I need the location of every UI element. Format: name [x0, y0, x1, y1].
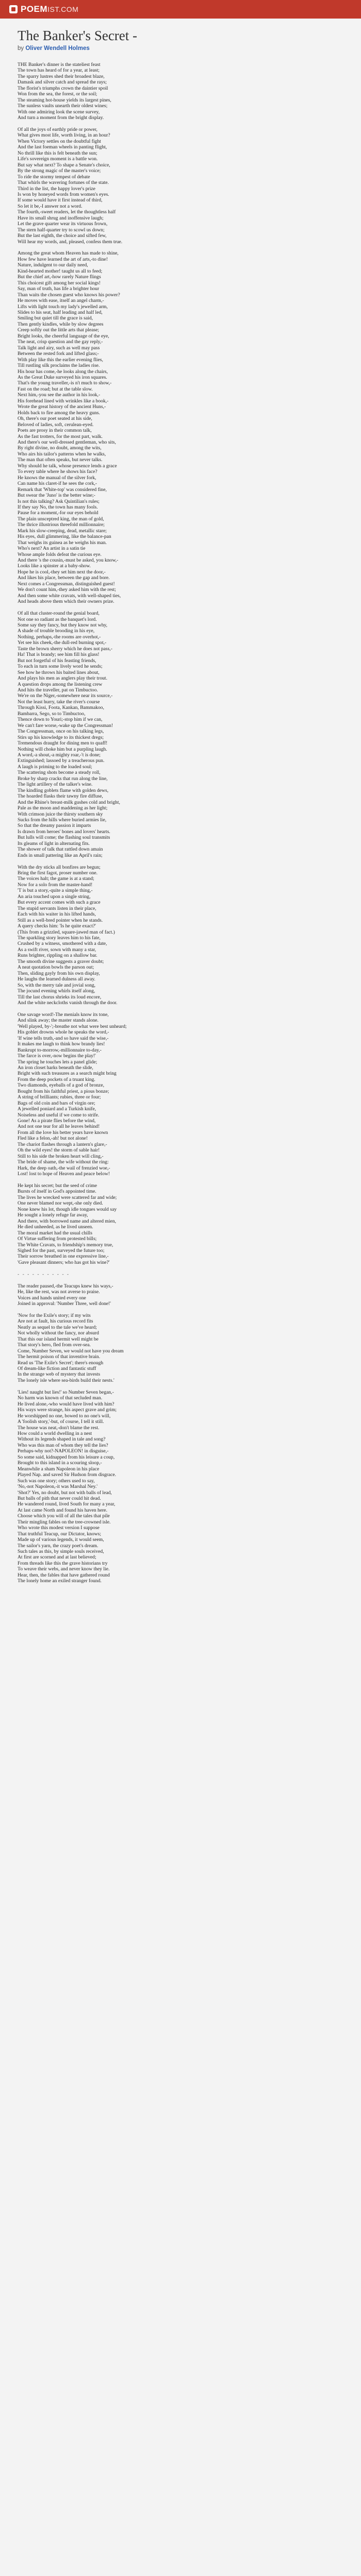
poem-line: Is not this talking? Ask Quintilian's rules; [18, 498, 100, 504]
poem-line: Who's next? An artist in a satin tie [18, 546, 86, 552]
poem-line: The spring he touches lets a panel glide; [18, 1059, 97, 1065]
poem-line: Than waits the chosen guest who knows his power? [18, 292, 120, 298]
poem-line: Bought from his faithful priest, a pious bonze; [18, 1088, 109, 1094]
poem-line: But the chief art,-how rarely Nature flings [18, 274, 101, 280]
poem-line: And there's our well-dressed gentleman, who sits, [18, 439, 116, 445]
poem-line: From threads like this the grave historians try [18, 1560, 108, 1566]
poem-line: To each in turn some lively word he sends; [18, 664, 103, 670]
poem-line: But balls of pith that never could hit dead. [18, 1495, 101, 1501]
poem-line: One never blamed nor wept,-she only died. [18, 1200, 103, 1207]
poem-line: One savage word!-The menials know its tone, [18, 1011, 109, 1018]
poem-line: Each with his waiter in his lifted hands, [18, 911, 96, 918]
poem-line: Neatly as sequel to the tale we've heard; [18, 1324, 97, 1330]
poem-line: The smooth divine suggests a graver doubt; [18, 958, 104, 964]
poem-line: 'Well played, by-';-breathe not what were best unheard; [18, 1023, 127, 1029]
logo-icon [9, 5, 18, 13]
poem-line: Oh the wild eyes! the storm of sable hair! [18, 1147, 100, 1154]
poem-line: From all the love his better years have known [18, 1129, 108, 1136]
poem-line: Hear, then, the fables that have gathered round [18, 1572, 110, 1578]
poem-line: A jewelled poniard and a Turkish knife, [18, 1106, 96, 1112]
poem-line: Gone! As a pirate flies before the wind, [18, 1118, 96, 1124]
poem-line: A query checks him: 'Is he quite exact?' [18, 923, 96, 929]
poem-line: The scattering shots become a steady roll, [18, 770, 101, 776]
poem-line: Won from the sea, the forest, or the soil; [18, 91, 97, 97]
poem-line: Pale as the moon and maddening as her light; [18, 805, 108, 811]
poem-line: Beloved of ladies, soft, cerulean-eyed. [18, 421, 94, 428]
poem-line: At last came North and found his haven here. [18, 1507, 107, 1513]
poem-line: The plain unsceptred king, the man of gold, [18, 516, 104, 522]
poem-line: Bring the first fagot, proser number one. [18, 870, 98, 876]
poem-line: It makes me laugh to think how brandy lies! [18, 1041, 105, 1047]
poem-line: No harm was known of that secluded man. [18, 1395, 103, 1401]
poem-line: And slink away; the master stands alone. [18, 1018, 99, 1024]
poem-line: A neat quotation bowls the parson out; [18, 964, 94, 971]
poem-line: He died unheeded, as he lived unseen. [18, 1224, 93, 1230]
stanza [18, 127, 343, 245]
poem-line: Not the least hurry, take the river's course [18, 699, 100, 705]
poem-line: Then, sliding gayly from his own display, [18, 970, 100, 976]
poem-line: The hermit poison of that inventive brain. [18, 1354, 101, 1360]
poem-line: The town has heard of for a year, at least; [18, 67, 100, 74]
poem-line: The fourth,-sweet readers, let the thoughtless half [18, 209, 116, 215]
poem-line: That this our island hermit well might be [18, 1336, 99, 1342]
poem-line: Hope he is cool,-they set him next the door,- [18, 569, 106, 575]
poem-line: So let it be,-I answer not a word. [18, 203, 83, 209]
poem-line: And hits the traveller, pat on Timbuctoo. [18, 687, 98, 693]
poem-line: Wrote the great history of the ancient Huns,- [18, 404, 106, 410]
poem-line: Broke by sharp cracks that run along the line, [18, 775, 108, 782]
poem-line: Their mingling fables on the tree-crowned isle. [18, 1519, 111, 1525]
poem-line: The moral market had the usual chills [18, 1230, 92, 1236]
poem-line: Remark that 'White-top' was considered fine, [18, 486, 107, 493]
poem-line: Next him,-you see the author in his look,- [18, 392, 101, 398]
poem-line: 'Now for the Exile's story; if my wits [18, 1312, 91, 1318]
poem-line: Sucks from the hills where buried armies lie, [18, 817, 107, 823]
poem-line: Through Kissi, Foota, Kankan, Bammakoo, [18, 705, 104, 711]
poem-line: The lives he wrecked were scattered far and wide; [18, 1194, 117, 1200]
poem-line: That's the young traveller,-is n't much to show,- [18, 380, 112, 386]
poem-line: Kind-hearted mother! taught us all to feed; [18, 268, 103, 274]
stanza [18, 611, 343, 858]
stanza [18, 1389, 343, 1584]
main-content [0, 19, 361, 1584]
poem-line: The farce is over,-now begins the play!' [18, 1053, 96, 1059]
poem-line: To every table where he shows his face? [18, 469, 97, 475]
poem-line: As the fast trotters, for the most part, walk. [18, 433, 103, 439]
poem-line: Is won by honeyed words from women's eyes. [18, 191, 109, 197]
poem-line: The stupid servants listen in their place, [18, 905, 96, 911]
poem-line: 'No,-not Napoleon,-it was Marshal Ney.' [18, 1484, 97, 1490]
poem-line: If some would have it first instead of third, [18, 197, 103, 204]
poem-line: Let the grave quarter wear its virtuous frown, [18, 221, 108, 227]
poem-line: With the dry sticks all bonfires are begun; [18, 864, 101, 870]
poem-line: He lived alone,-who would have lived with him? [18, 1401, 114, 1407]
poem-line: His forehead lined with wrinkles like a book,- [18, 398, 109, 404]
byline [18, 45, 343, 52]
poem-line: The stern half-quarter try to scowl us down; [18, 227, 105, 233]
poem-line: Still as a well-bred pointer when he stands. [18, 917, 103, 923]
poem-line: Nothing, perhaps,-the rooms are overhot,- [18, 634, 101, 640]
poem-line: Is drawn from heroes' bones and lovers' hearts. [18, 828, 110, 835]
section-separator: - - - - - - - - - - - [18, 1271, 70, 1277]
poem-line: Yet see his cheek,-the dull-red burning spot,- [18, 640, 107, 646]
poem-line: Noiseless and useful if we come to strife. [18, 1112, 100, 1118]
poem-line: Looks like a spinster at a baby-show. [18, 563, 91, 569]
poem-line: A question drops among the listening crew [18, 681, 103, 687]
poem-line: He moves with ease, itself an angel charm,- [18, 298, 104, 304]
site-header [0, 0, 361, 19]
poem-line: And the white neckcloths vanish through the door. [18, 999, 118, 1006]
poem-line: The reader paused,-the Teacups knew his ways,- [18, 1283, 113, 1289]
poem-line: The sparry lustres shed their broadest blaze, [18, 73, 105, 79]
poem-line: Why should he talk, whose presence lends a grace [18, 463, 117, 469]
poem-line: Without its legends shaped in tale and song? [18, 1436, 106, 1443]
poem-line: We can't fare worse,-wake up the Congressman! [18, 722, 113, 728]
poem-line: The light artillery of the talker's wine. [18, 782, 93, 788]
poem-line: Stirs up his knowledge to its thickest dregs; [18, 734, 104, 740]
poem-line: His eyes, dull glimmering, like the balance-pan [18, 534, 111, 540]
poem-line: Such was one story; others used to say, [18, 1478, 95, 1484]
poem-line: Slides to his seat, half leading and half led, [18, 310, 103, 315]
poem-line: That truthful Teacup, our Dictator, knows; [18, 1531, 102, 1537]
poem-line: The steaming hot-house yields its largest pines, [18, 97, 111, 103]
poem-line: Pause for a moment,-for our eyes behold [18, 510, 99, 516]
poem-line: But not forgetful of his feasting friends, [18, 657, 96, 664]
poem-line: Will hear my words, and, pleased, confess them true. [18, 239, 123, 245]
poem-line: The bride of shame, the wife without the ring: [18, 1159, 109, 1165]
poem-line: So that the dreamy passion it imparts [18, 823, 91, 829]
poem-line: By the strong magic of the master's voice; [18, 168, 101, 174]
poem-line: And the Rhine's breast-milk gushes cold and bright, [18, 799, 120, 805]
poem-line: Who airs his tailor's patterns when he walks, [18, 451, 106, 457]
poem-line: He knows the manual of the silver fork, [18, 474, 96, 481]
poem-line: Choose which you will of all the tales that pile [18, 1513, 110, 1519]
poem-line: Nature, indulgent to our daily need, [18, 262, 88, 268]
poem-line: A 'foolish story,'-but, of course, I tell it still. [18, 1419, 104, 1425]
poem-line: So, with the merry tale and jovial song, [18, 982, 96, 988]
poem-line: How could a world dwelling in a nest [18, 1430, 92, 1436]
poem-line: With crimson juice the thirsty southern sky [18, 811, 103, 817]
poem-line: A string of brilliants; rubies, three or four; [18, 1094, 101, 1100]
poem-line: In the strange web of mystery that invests [18, 1371, 101, 1378]
poem-line: If they say No, the town has many fools. [18, 504, 98, 510]
poem-line: Who wrote this modest version I suppose [18, 1525, 100, 1531]
poem-line: The sunless vaults unearth their oldest wines; [18, 103, 108, 109]
poem-line: Tremendous draught for dining men to quaff! [18, 740, 108, 747]
poem-line: An aria touched upon a single string, [18, 893, 91, 900]
poem-line: Third in the list, the happy lover's prize [18, 185, 95, 192]
poem-line: So some said, kidnapped from his leisure a coup, [18, 1454, 115, 1460]
byline-prefix: by [18, 45, 24, 52]
poem-line: Are not at fault, his curious record fits [18, 1318, 93, 1325]
poem-line: Not wholly without the fancy, nor absurd [18, 1330, 99, 1336]
poem-line: He, like the rest, was not averse to praise. [18, 1289, 100, 1295]
poem-line: Perhaps-why not?-NAPOLEON! in disguise,- [18, 1448, 109, 1454]
poem-line: 'T is but a story,-quite a simple thing,- [18, 888, 93, 894]
logo-suffix: IST.COM [47, 5, 79, 13]
poem-line: He wandered round, lived South for many a year, [18, 1501, 116, 1507]
poem-line: Oh, there's our poet seated at his side, [18, 416, 92, 422]
poem-line: Lifts with light touch my lady's jewelled arm, [18, 303, 108, 310]
poem-line: Sighed for the past, surveyed the future too; [18, 1247, 105, 1253]
poem-line: The sparkling story leaves him to his fate, [18, 935, 101, 941]
poem-line: Then gently kindles, while by slow degrees [18, 321, 104, 327]
poem-line: Smiling but quiet till the grace is said, [18, 315, 93, 321]
poem-line: Fast on the road; but at the table slow. [18, 386, 93, 392]
poem-line: The lonely home an exiled stranger found. [18, 1578, 102, 1584]
poem-line: Can name his claret-if he sees the cork,- [18, 481, 97, 487]
poem-line: But say what next? To shape a Senate's choice, [18, 162, 110, 168]
poem-line: A shade of trouble brooding in his eye, [18, 628, 95, 634]
poem-line: The White Cravats, to friendship's memory true, [18, 1242, 113, 1248]
poem-line: Creep softly out the little arts that please; [18, 327, 99, 333]
author-link[interactable]: Oliver Wendell Holmes [25, 45, 90, 52]
poem-line: But lulls will come; the flashing soul transmits [18, 835, 110, 841]
poem-line: Say, man of truth, has life a brighter hour [18, 286, 100, 292]
poem-line: Lost! lost to hope of Heaven and peace below! [18, 1171, 110, 1177]
poem-line: He worshipped no one, bowed to no one's will, [18, 1413, 111, 1419]
poem-line: Still to his side the broken heart will cling,- [18, 1153, 104, 1159]
stanza [18, 1283, 343, 1307]
poem-line: From the deep pockets of a truant king. [18, 1076, 95, 1082]
poem-line: That weighs its guinea as he weighs his man. [18, 539, 107, 546]
poem-line: His goblet drowns whole he speaks the word,- [18, 1029, 109, 1036]
poem-line: Between the rested fork and lifted glass;- [18, 351, 99, 357]
poem-line: The hoarded flasks their tawny fire diffuse, [18, 793, 103, 800]
poem-line: The florist's triumphs crown the daintier spoil [18, 85, 108, 91]
poem-line: Among the great whom Heaven has made to shine, [18, 250, 119, 257]
poem-line: The sailor's yarn, the crazy poet's dream. [18, 1543, 99, 1549]
stanza [18, 1183, 343, 1265]
poem-line: His hour has come,-he looks along the chairs, [18, 368, 108, 375]
poem-line: The house was neat,-don't blame the rest. [18, 1425, 100, 1431]
poem-line: 'Gave pleasant dinners; who has got his wine?' [18, 1259, 110, 1265]
poem-line: Of dream-like fiction and fantastic stuff [18, 1366, 96, 1371]
poem-line: (This from a grizzled, square-jawed man of fact.) [18, 929, 115, 935]
poem-line: With play like this the earlier evening flies, [18, 357, 103, 363]
poem-line: Of all the joys of earthly pride or power, [18, 126, 97, 132]
poem-line: And not one tear for all he leaves behind! [18, 1124, 100, 1130]
poem-line: Voices and hands united every one [18, 1295, 86, 1301]
poem-line: To weave their webs, and never know they lie. [18, 1566, 110, 1572]
poem-line: Talk light and airy, such as well may pass [18, 345, 100, 351]
poem-line: Bankrupt to-morrow,-millionnaire to-day,- [18, 1047, 102, 1053]
poem-line: How few have learned the art of arts,-to dine! [18, 256, 108, 262]
poem-line: Next comes a Congressman, distinguished guest! [18, 581, 115, 587]
poem-line: As a swift river, sown with many a star, [18, 946, 96, 953]
poem-line: The jocund evening whirls itself along, [18, 988, 95, 994]
poem-line: Not one so radiant as the banquet's lord. [18, 616, 97, 622]
poem-line: Bambarra, Sego, so to Timbuctoo, [18, 710, 86, 717]
poem-line: Holds back to fire among the heavy guns. [18, 410, 100, 416]
poem-line: We don't count him,-they asked him with the rest; [18, 587, 116, 593]
poem-line: Made up of various legends, it would seem, [18, 1537, 104, 1543]
poem-line: That whirls the wavering fortunes of the state. [18, 180, 109, 186]
poem-title: The Banker's Secret - [18, 28, 138, 43]
poem-line: Till rustling silk proclaims the ladies rise. [18, 363, 100, 369]
poem-line: When Victory settles on the doubtful fight [18, 138, 101, 144]
poem-line: Runs brighter, rippling on a shallow bar. [18, 953, 97, 959]
poem-line: We're on the Niger,-somewhere near its source,- [18, 693, 113, 699]
poem-line: Taste the brown sherry which he does not pass,- [18, 646, 112, 652]
stanza [18, 62, 343, 121]
poem-line: And there 's the cousin,-must be asked, you know,- [18, 557, 119, 564]
poem-line: Bags of old coin and bars of virgin ore; [18, 1100, 95, 1106]
poem-line: But every accent comes with such a grace [18, 900, 101, 906]
poem-line: By right divine, no doubt, among the wits, [18, 445, 102, 451]
poem-line: What gives most life, worth living, in an hour? [18, 132, 110, 139]
poem-line: Thence down to Youri;-stop him if we can, [18, 717, 103, 723]
poem-line: Played Nap. and saved Sir Hudson from disgrace. [18, 1472, 117, 1478]
poem-line: With one admiring look the scene survey, [18, 109, 100, 115]
poem-line: At first are scorned and at last believed; [18, 1554, 96, 1561]
poem-line: 'If wine tells truth,-and so have said the wise,- [18, 1035, 109, 1041]
poem-line: Brought to this island in a scouring sloop,- [18, 1460, 102, 1466]
poem-line: The lonely isle where sea-birds build their nests.' [18, 1377, 114, 1383]
poem-line: Fled like a felon,-ah! but not alone! [18, 1136, 88, 1142]
poem-line: Their sorrow breathed in one expressive line,- [18, 1253, 109, 1260]
poem-body [18, 62, 343, 1584]
poem-line: Who was this man of whom they tell the lies? [18, 1442, 108, 1448]
poem-line: No thrill like this is felt beneath the sun; [18, 150, 97, 156]
stanza [18, 865, 343, 1006]
poem-line: Bursts of itself in God's appointed time. [18, 1189, 96, 1195]
poem-line: Crushed by a witness, smothered with a date, [18, 941, 107, 947]
poem-line: Bright with such treasures as a search might bring [18, 1071, 117, 1077]
poem-line: And there, with borrowed name and altered mien, [18, 1218, 117, 1224]
poem-line: Of Virtue suffering from protested bills; [18, 1236, 97, 1242]
poem-line: Some say they fancy, but they know not why, [18, 622, 108, 628]
poem-line: To ride the stormy tempest of debate [18, 174, 90, 180]
poem-line: Ha! That is brandy; see him fill his glass! [18, 652, 100, 658]
poem-line: Nothing will choke him but a purpling laugh. [18, 746, 107, 752]
poem-line: Ends in small pattering like an April's rain; [18, 852, 103, 858]
poem-line: 'Shot?' Yes, no doubt, but not with balls of lead, [18, 1489, 112, 1496]
poem-line: As the Great Duke surveyed his iron squares. [18, 374, 107, 380]
poem-line: An iron closet harks beneath the slide, [18, 1064, 93, 1071]
poem-line: Read us 'The Exile's Secret'; there's enough [18, 1360, 104, 1366]
poem-line: The voices halt; the game is at a stand; [18, 876, 94, 882]
poem-line: Bright looks, the cheerful language of the eye, [18, 333, 109, 339]
poem-line: And likes his place, between the gap and bore. [18, 575, 110, 581]
stanza [18, 250, 343, 604]
poem-line: Meanwhile a sham Napoleon in his place [18, 1466, 100, 1472]
poem-line: And heads above them which their owners prize. [18, 599, 114, 605]
poem-line: A laugh is priming to the loaded soul; [18, 764, 92, 770]
poem-line: The neat, crisp question and the gay reply,- [18, 339, 103, 345]
poem-line: Now for a solo from the master-hand! [18, 882, 93, 888]
poem-line: Come, Number Seven, we would not have you dream [18, 1348, 124, 1354]
poem-line: He sought a lonely refuge far away, [18, 1212, 88, 1218]
stanza [18, 1012, 343, 1177]
poem-line: The kindling goblets flame with golden dews, [18, 787, 109, 793]
poem-line: Whose ample folds defeat the curious eye. [18, 551, 102, 557]
poem-line: But the last eighth, the choice and sifted few, [18, 233, 107, 239]
poem-line: 'Lies! naught but lies!' so Number Seven began,- [18, 1389, 114, 1395]
poem-line: That story's hero, fled from over-sea. [18, 1342, 91, 1348]
poem-line: Such tales as this, by simple souls received, [18, 1549, 104, 1555]
poem-line: THE Banker's dinner is the stateliest feast [18, 62, 101, 67]
poem-line: Two diamonds, eyeballs of a god of bronze, [18, 1082, 104, 1089]
poem-line: Hark, the deep oath,-the wail of frenzied woe,- [18, 1165, 110, 1171]
poem-line: And plays his men as anglers play their trout. [18, 675, 107, 682]
poem-line: He kept his secret; but the seed of crime [18, 1183, 97, 1189]
poem-line: A word,-a shout,-a mighty roar,-'t is done; [18, 752, 101, 758]
site-logo[interactable] [9, 4, 78, 14]
poem-line: Of all that cluster-round the genial board, [18, 611, 100, 617]
poem-line: Its gleams of light in alternating fits. [18, 840, 90, 846]
poem-line: Extinguished; lassoed by a treacherous pun. [18, 758, 105, 764]
poem-line: But swear the 'Juno' is the better wine;- [18, 493, 95, 499]
poem-line: Mark his slow-creeping, dead, metallic stare; [18, 528, 107, 534]
poem-line: The shower of talk that rattled down amain [18, 846, 103, 853]
poem-line: And the last foeman wheels in panting flight, [18, 144, 107, 150]
poem-line: Poets are prosy in their common talk, [18, 428, 92, 434]
poem-line: Life's sovereign moment is a battle won. [18, 156, 98, 162]
poem-line: None knew his lot, though idle tongues would say [18, 1206, 117, 1212]
logo-name: POEM [21, 4, 48, 14]
poem-line: The thrice illustrious threefold millionnaire; [18, 522, 105, 528]
poem-line: Have its small shrug and inoffensive laugh; [18, 215, 104, 221]
poem-line: And then some white cravats, with well-shaped ties, [18, 592, 121, 599]
poem-line: Till the last chorus shrieks its loud encore, [18, 994, 102, 1000]
poem-line: The Congressman, once on his talking legs, [18, 728, 104, 735]
stanza [18, 1313, 343, 1383]
poem-line: The chariot flashes through a lantern's glare,- [18, 1141, 107, 1147]
poem-line: And turn a moment from the bright display. [18, 115, 104, 121]
poem-line: His ways were strange, his aspect grave and grim; [18, 1407, 117, 1413]
poem-line: See how he throws his baited lines about, [18, 669, 100, 675]
poem-line: He laughs the learned dulness all away. [18, 976, 95, 982]
poem-line: This choicest gift among her social kings! [18, 280, 101, 286]
poem-line: Damask and silver catch and spread the rays; [18, 79, 107, 86]
poem-line: The man that often speaks, but never talks. [18, 457, 103, 463]
poem-line: Joined in approval: 'Number Three, well done!' [18, 1301, 111, 1307]
